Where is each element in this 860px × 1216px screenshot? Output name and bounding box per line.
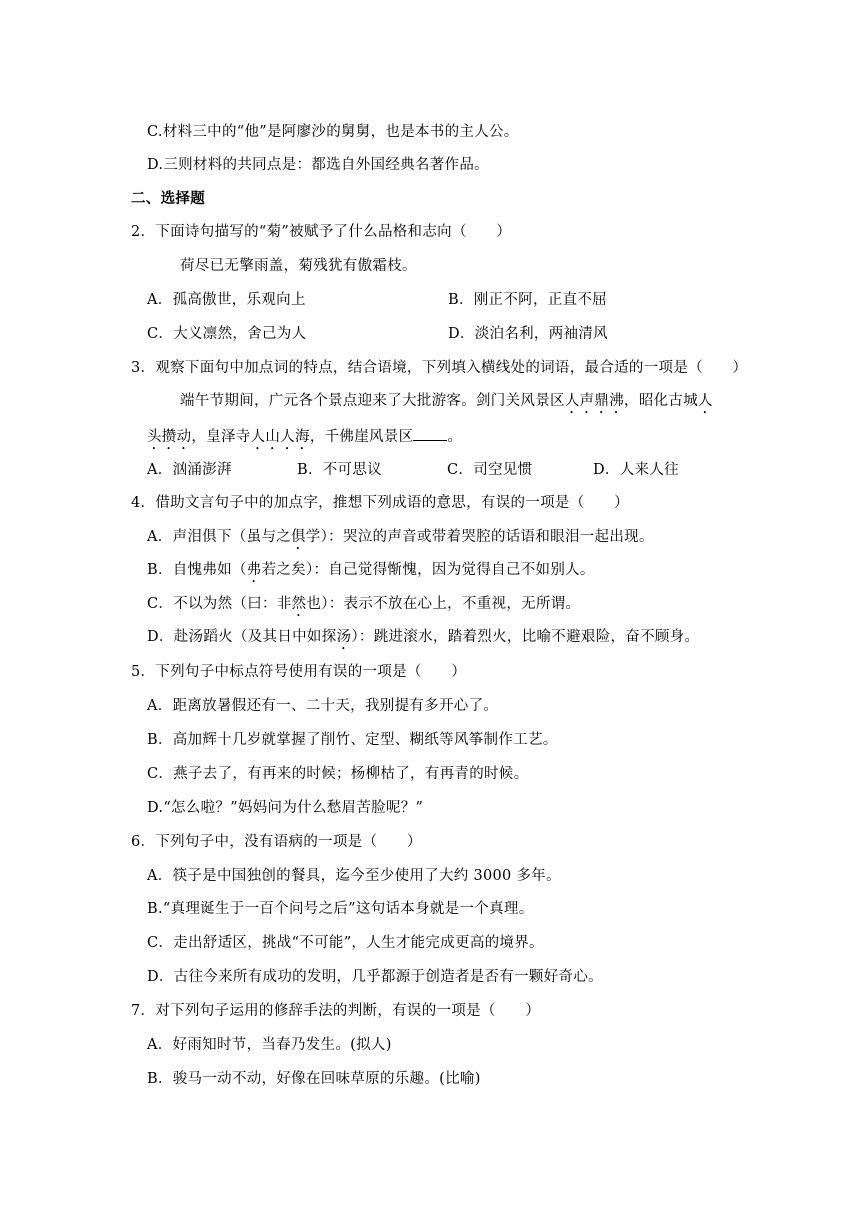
q2-option-a[interactable]: A．孤高傲世，乐观向上 [147,292,306,308]
q4-text: A．声泪俱下（虽与之 [147,529,291,545]
prev-option-d: D.三则材料的共同点是：都选自外国经典名著作品。 [147,157,489,173]
q4-option-b[interactable] [147,561,595,586]
q7-option-a[interactable]: A．好雨知时节，当春乃发生。(拟人) [147,1037,392,1053]
q7-stem: 7．对下列句子运用的修辞手法的判断，有误的一项是（ ） [131,1003,541,1019]
q3-option-a[interactable]: A．汹涌澎湃 [147,462,232,478]
q4-stem: 4．借助文言句子中的加点字，推想下列成语的意思，有误的一项是（ ） [131,495,629,511]
q4-text: ）：跳进滚水，踏着烈火，比喻不避艰险，奋不顾身。 [351,629,700,645]
dotted-char: 然 [291,596,307,612]
q2-quote: 荷尽已无擎雨盖，菊残犹有傲霜枝。 [180,258,417,274]
q4-text: 学）：哭泣的声音或带着哭腔的话语和眼泪一起出现。 [305,529,654,545]
q4-text: C．不以为然（曰：非 [147,596,292,612]
dotted-char: 汤 [336,629,352,645]
q4-option-c[interactable] [147,595,580,620]
q3-option-b[interactable]: B．不可思议 [297,462,382,478]
q3-passage-line1 [180,392,713,417]
q3-stem: 3．观察下面句中加点词的特点，结合语境，下列填入横线处的词语，最合适的一项是（ ） [131,360,748,376]
q4-text: B．自愧弗如（ [147,562,247,578]
q3-option-c[interactable]: C．司空见惯 [447,462,533,478]
dotted-word: 人声鼎沸 [564,393,625,409]
q6-option-c[interactable]: C．走出舒适区，挑战“不可能”，人生才能完成更高的境界。 [147,935,544,951]
section-title: 二、选择题 [131,190,205,207]
q5-option-a[interactable]: A．距离放暑假还有一、二十天，我别提有多开心了。 [147,698,499,714]
dotted-char: 弗 [246,562,262,578]
fill-blank[interactable] [413,426,447,441]
dotted-word: 头攒动 [147,429,192,445]
dotted-char: 俱 [290,529,306,545]
q3-option-d[interactable]: D．人来人往 [593,462,679,478]
q2-option-d[interactable]: D．淡泊名利，两袖清风 [448,326,608,342]
q3-passage-line2 [147,426,462,453]
q7-option-b[interactable]: B．骏马一动不动，好像在回味草原的乐趣。(比喻) [147,1071,481,1087]
q6-option-b[interactable]: B.“真理诞生于一百个问号之后”这句话本身就是一个真理。 [147,901,534,917]
q3-text: ，皇泽寺 [191,429,251,445]
q5-stem: 5．下列句子中标点符号使用有误的一项是（ ） [131,664,467,680]
q5-option-c[interactable]: C．燕子去了，有再来的时候；杨柳枯了，有再青的时候。 [147,766,529,782]
q2-option-c[interactable]: C．大义凛然，舍己为人 [147,326,307,342]
q4-text: D．赴汤蹈火（及其日中如探 [147,629,337,645]
q4-text: 若之矣）：自己觉得惭愧，因为觉得自己不如别人。 [261,562,595,578]
q2-option-b[interactable]: B．刚正不阿，正直不屈 [448,292,607,308]
q4-option-a[interactable] [147,528,654,553]
q6-option-d[interactable]: D．古往今来所有成功的发明，几乎都源于创造者是否有一颗好奇心。 [147,969,603,985]
q3-text: 端午节期间，广元各个景点迎来了大批游客。剑门关风景区 [180,393,565,409]
q3-text: ，昭化古城 [624,393,699,409]
q3-text: 。 [447,429,463,445]
q4-option-d[interactable] [147,628,699,653]
q2-stem: 2．下面诗句描写的“菊”被赋予了什么品格和志向（ ） [131,224,512,240]
dotted-word: 人山人海 [250,429,310,445]
q5-option-b[interactable]: B．高加辉十几岁就掌握了削竹、定型、糊纸等风筝制作工艺。 [147,732,558,748]
q3-text: ，千佛崖风景区 [309,429,414,445]
dotted-word: 人 [698,393,713,409]
q6-option-a[interactable]: A．筷子是中国独创的餐具，迄今至少使用了大约 3000 多年。 [147,868,561,884]
q4-text: 也）：表示不放在心上，不重视，无所谓。 [306,596,581,612]
q6-stem: 6．下列句子中，没有语病的一项是（ ） [131,834,422,850]
q5-option-d[interactable]: D.“怎么啦？”妈妈问为什么愁眉苦脸呢？” [147,800,424,816]
prev-option-c: C.材料三中的“他”是阿廖沙的舅舅，也是本书的主人公。 [147,124,519,140]
